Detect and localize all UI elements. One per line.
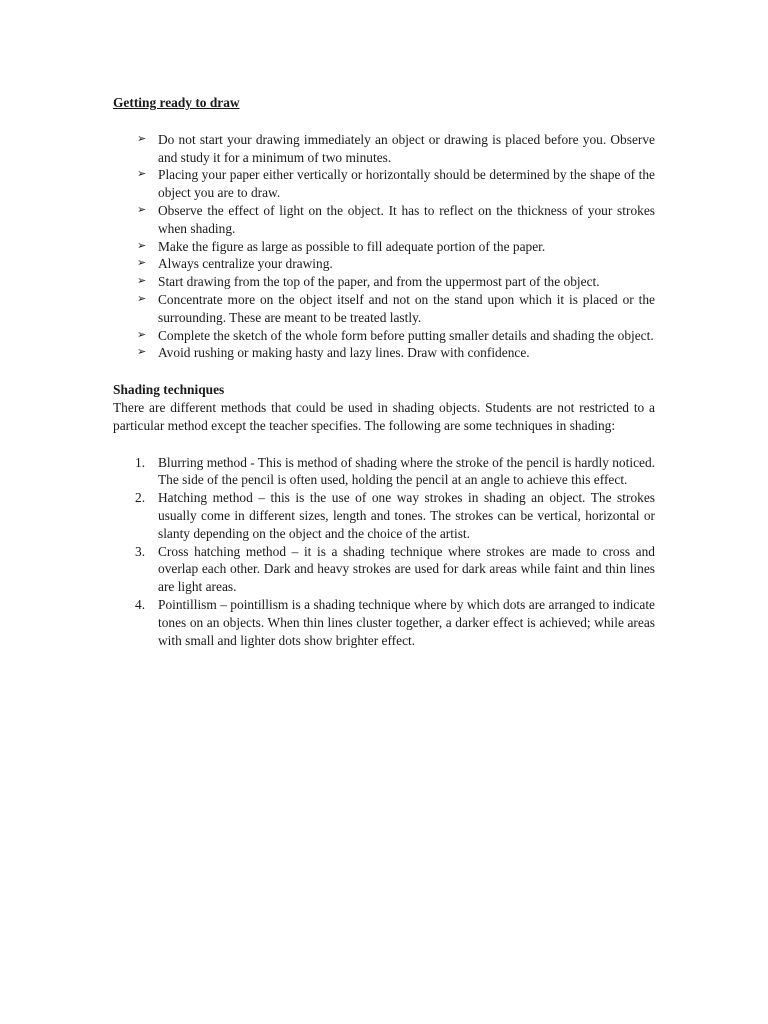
list-item-text: Pointillism – pointillism is a shading technique where by which dots are arranged to indicate tones on an objects. When thin lines cluster together, a darker effect is achieved; while areas with small and lighter dots show brighter effect. <box>158 596 655 648</box>
list-item <box>113 344 655 362</box>
list-item <box>113 166 655 202</box>
list-number: 3. <box>135 543 146 559</box>
list-item <box>113 543 655 596</box>
list-item <box>113 202 655 238</box>
arrow-bullet-icon: ➢ <box>137 239 147 252</box>
arrow-bullet-icon: ➢ <box>137 168 147 181</box>
intro-paragraph: There are different methods that could be used in shading objects. Students are not restricted to a particular method except the teacher specifies. The following are some techniques in shading: <box>113 399 655 433</box>
document-content <box>113 94 655 649</box>
list-number: 4. <box>135 596 146 612</box>
list-item-text: Concentrate more on the object itself and not on the stand upon which it is placed or the surrounding. These are meant to be treated lastly. <box>158 291 655 325</box>
list-item-text: Cross hatching method – it is a shading technique where strokes are made to cross and overlap each other. Dark and heavy strokes are used for dark areas while faint and thin lines are light areas. <box>158 543 655 595</box>
list-item <box>113 291 655 327</box>
bullet-list-drawing-tips <box>113 131 655 362</box>
list-item <box>113 489 655 542</box>
arrow-bullet-icon: ➢ <box>137 257 147 270</box>
list-item-text: Hatching method – this is the use of one way strokes in shading an object. The strokes usually come in different sizes, length and tones. The strokes can be vertical, horizontal or slanty depending on the object and the choice of the artist. <box>158 490 655 541</box>
section-heading-getting-ready: Getting ready to draw <box>113 95 240 110</box>
list-item-text: Placing your paper either vertically or horizontally should be determined by the shape of the object you are to draw. <box>158 167 655 201</box>
numbered-list-shading-methods <box>113 454 655 650</box>
arrow-bullet-icon: ➢ <box>137 275 147 288</box>
list-item-text: Avoid rushing or making hasty and lazy lines. Draw with confidence. <box>158 345 530 361</box>
list-item <box>113 596 655 649</box>
section-heading-shading: Shading techniques <box>113 382 225 398</box>
list-item-text: Observe the effect of light on the object. It has to reflect on the thickness of your strokes when shading. <box>158 202 655 236</box>
arrow-bullet-icon: ➢ <box>137 132 147 145</box>
arrow-bullet-icon: ➢ <box>137 203 147 216</box>
list-item <box>113 327 655 345</box>
list-item <box>113 273 655 291</box>
list-item-text: Make the figure as large as possible to fill adequate portion of the paper. <box>158 238 546 254</box>
list-item-text: Do not start your drawing immediately an object or drawing is placed before you. Observe and study it for a minimum of two minutes. <box>158 131 655 165</box>
list-item <box>113 454 655 490</box>
list-item-text: Start drawing from the top of the paper, and from the uppermost part of the object. <box>158 274 600 290</box>
list-item <box>113 131 655 167</box>
arrow-bullet-icon: ➢ <box>137 328 147 341</box>
shading-techniques-section <box>113 381 655 649</box>
list-item <box>113 238 655 256</box>
list-item-text: Complete the sketch of the whole form before putting smaller details and shading the object. <box>158 327 654 343</box>
list-item <box>113 255 655 273</box>
arrow-bullet-icon: ➢ <box>137 346 147 359</box>
list-number: 2. <box>135 490 146 506</box>
list-number: 1. <box>135 454 146 470</box>
arrow-bullet-icon: ➢ <box>137 292 147 305</box>
list-item-text: Always centralize your drawing. <box>158 256 333 272</box>
list-item-text: Blurring method - This is method of shading where the stroke of the pencil is hardly noticed. The side of the pencil is often used, holding the pencil at an angle to achieve this effect. <box>158 454 655 488</box>
